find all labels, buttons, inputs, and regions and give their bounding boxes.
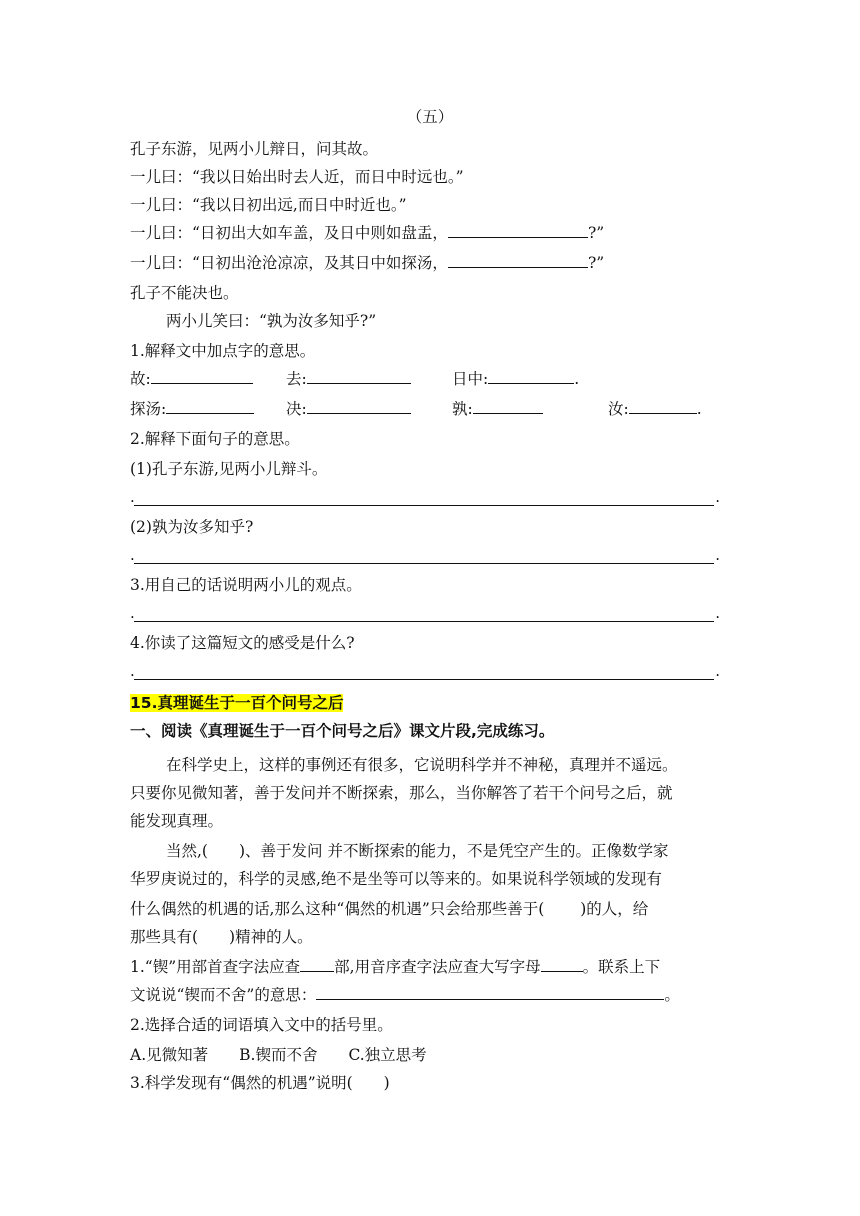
para2-line-2: 华罗庚说过的，科学的灵感,绝不是坐等可以等来的。如果说科学领域的发现有 bbox=[130, 870, 662, 888]
answer-line-4[interactable] bbox=[130, 662, 720, 682]
word-gu bbox=[130, 368, 253, 390]
word-tantang-blank[interactable] bbox=[166, 398, 254, 414]
para1-line-1: 在科学史上，这样的事例还有很多，它说明科学并不神秘，真理并不遥远。 bbox=[166, 756, 678, 774]
answer-line-dot-right: . bbox=[715, 662, 720, 680]
answer-line-dot-right: . bbox=[715, 546, 720, 564]
text-line-7: 两小儿笑曰：“孰为汝多知乎?” bbox=[166, 312, 377, 330]
question-2: 2.解释下面句子的意思。 bbox=[130, 430, 300, 448]
lesson-question-2: 2.选择合适的词语填入文中的括号里。 bbox=[130, 1016, 393, 1034]
para2-line-4: 那些具有( )精神的人。 bbox=[130, 928, 313, 946]
word-tantang-label: 探汤: bbox=[130, 400, 167, 418]
word-shu bbox=[452, 398, 543, 420]
lesson-q1-part-c: 。联系上下 bbox=[582, 958, 661, 976]
question-3: 3.用自己的话说明两小儿的观点。 bbox=[130, 576, 362, 594]
lesson-question-3: 3.科学发现有“偶然的机遇”说明( ) bbox=[130, 1074, 390, 1092]
answer-line-dot-left: . bbox=[130, 604, 135, 622]
text-line-5-prefix: 一儿曰：“日初出沧沧凉凉，及其日中如探汤， bbox=[130, 254, 448, 272]
question-1: 1.解释文中加点字的意思。 bbox=[130, 342, 316, 360]
answer-line-3[interactable] bbox=[130, 604, 720, 624]
word-ru bbox=[608, 398, 702, 420]
word-rizhong-label: 日中: bbox=[452, 370, 489, 388]
text-line-4 bbox=[130, 222, 604, 244]
answer-line-dot-right: . bbox=[715, 604, 720, 622]
question-2-1: (1)孔子东游,见两小儿辩斗。 bbox=[130, 460, 328, 478]
lesson-question-1 bbox=[130, 956, 660, 978]
text-line-3: 一儿曰：“我以日初出远,而日中时近也。” bbox=[130, 196, 407, 214]
answer-line-dot-left: . bbox=[130, 488, 135, 506]
meaning-blank[interactable] bbox=[316, 984, 664, 1000]
fill-blank-line-4[interactable] bbox=[448, 222, 588, 238]
text-line-6: 孔子不能决也。 bbox=[130, 284, 239, 302]
word-rizhong-blank[interactable] bbox=[488, 368, 574, 384]
word-jue-label: 决: bbox=[286, 400, 307, 418]
answer-line-dot-left: . bbox=[130, 546, 135, 564]
text-line-4-suffix: ?” bbox=[587, 224, 605, 242]
lesson-heading-text: 15.真理诞生于一百个问号之后 bbox=[130, 694, 344, 712]
word-gu-label: 故: bbox=[130, 370, 151, 388]
para1-line-2: 只要你见微知著，善于发问并不断探索，那么，当你解答了若干个问号之后，就 bbox=[130, 784, 673, 802]
word-rizhong-end: . bbox=[574, 370, 580, 388]
para2-line-1: 当然,( )、善于发问 并不断探索的能力，不是凭空产生的。正像数学家 bbox=[166, 842, 669, 860]
lesson-q1-line2-text: 文说说“锲而不舍”的意思： bbox=[130, 986, 317, 1004]
text-line-2: 一儿曰：“我以日始出时去人近，而日中时远也。” bbox=[130, 168, 464, 186]
word-qu-blank[interactable] bbox=[307, 368, 411, 384]
radical-blank[interactable] bbox=[300, 956, 334, 972]
word-jue-blank[interactable] bbox=[307, 398, 411, 414]
text-line-5-suffix: ?” bbox=[587, 254, 605, 272]
letter-blank[interactable] bbox=[541, 956, 583, 972]
lesson-question-1-line-2 bbox=[130, 984, 680, 1006]
section-title: （五） bbox=[406, 108, 454, 126]
word-rizhong bbox=[452, 368, 579, 390]
lesson-q1-part-b: 部,用音序查字法应查大写字母 bbox=[334, 958, 541, 976]
answer-line-dot-left: . bbox=[130, 662, 135, 680]
word-ru-label: 汝: bbox=[608, 400, 629, 418]
options-line: A.见微知著 B.锲而不舍 C.独立思考 bbox=[130, 1046, 427, 1064]
word-qu-label: 去: bbox=[286, 370, 307, 388]
answer-line-2-1[interactable] bbox=[130, 488, 720, 508]
word-shu-label: 孰: bbox=[452, 400, 473, 418]
word-tantang bbox=[130, 398, 254, 420]
word-shu-blank[interactable] bbox=[473, 398, 543, 414]
question-4: 4.你读了这篇短文的感受是什么? bbox=[130, 634, 355, 652]
answer-line-dot-right: . bbox=[715, 488, 720, 506]
word-jue bbox=[286, 398, 411, 420]
lesson-heading bbox=[130, 692, 343, 714]
word-ru-end: . bbox=[696, 400, 702, 418]
text-line-5 bbox=[130, 252, 604, 274]
lesson-q1-part-a: 1.“锲”用部首查字法应查 bbox=[130, 958, 301, 976]
word-qu bbox=[286, 368, 411, 390]
lesson-q1-line2-end: 。 bbox=[664, 986, 680, 1004]
fill-blank-line-5[interactable] bbox=[448, 252, 588, 268]
word-gu-blank[interactable] bbox=[151, 368, 253, 384]
text-line-1: 孔子东游，见两小儿辩日，问其故。 bbox=[130, 140, 379, 158]
text-line-4-prefix: 一儿曰：“日初出大如车盖，及日中则如盘盂， bbox=[130, 224, 448, 242]
word-ru-blank[interactable] bbox=[629, 398, 697, 414]
question-2-2: (2)孰为汝多知乎? bbox=[130, 518, 254, 536]
para1-line-3: 能发现真理。 bbox=[130, 812, 224, 830]
instruction: 一、阅读《真理诞生于一百个问号之后》课文片段,完成练习。 bbox=[130, 722, 555, 740]
answer-line-2-2[interactable] bbox=[130, 546, 720, 566]
para2-line-3: 什么偶然的机遇的话,那么这种“偶然的机遇”只会给那些善于( )的人，给 bbox=[130, 900, 649, 918]
